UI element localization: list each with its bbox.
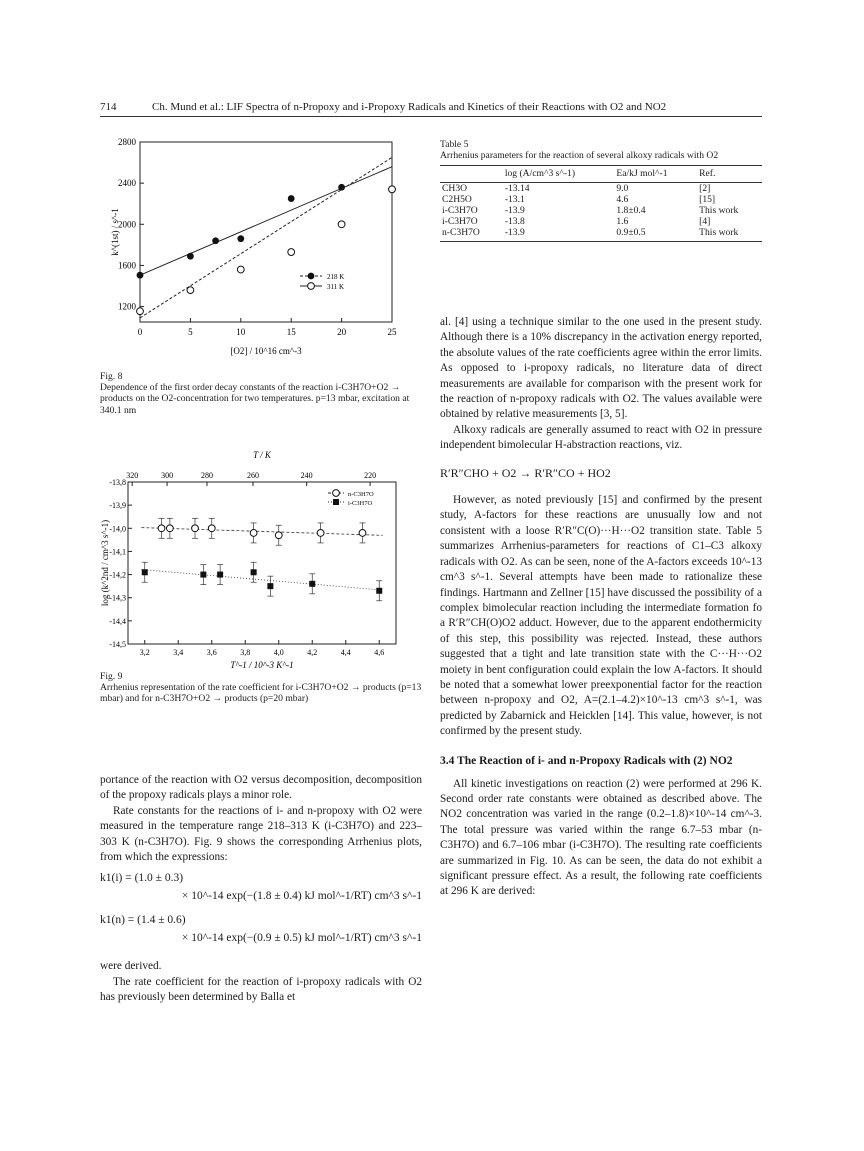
table5-header: log (A/cm^3 s^-1) <box>503 166 615 182</box>
fig9-top-axis-label: T / K <box>253 450 271 460</box>
fig9-caption-block <box>100 671 422 705</box>
fig9-top-tick-label: 240 <box>300 471 313 480</box>
left-paragraph-2: Rate constants for the reactions of i- and n-propoxy with O2 were measured in the temperature range 218–313 K (i-C3H7O) and 223–303 K (n-C3H7O). Fig. 9 shows the corresponding Arrhenius plots, from which the expressions: <box>100 804 422 864</box>
fig9-data-point <box>142 569 148 575</box>
fig8-legend-marker <box>308 273 315 280</box>
table5-caption: Arrhenius parameters for the reaction of several alkoxy radicals with O2 <box>440 150 719 162</box>
fig8-data-point <box>137 272 144 279</box>
fig9-legend-marker <box>333 490 340 497</box>
fig8-legend-marker <box>308 283 315 290</box>
fig9-data-point <box>376 588 382 594</box>
fig8-x-tick-label: 20 <box>337 327 347 337</box>
table5-cell: -13.9 <box>503 227 615 242</box>
fig8-y-axis-label: k^(1st) / s^-1 <box>110 208 120 256</box>
fig8-label: Fig. 8 <box>100 371 123 382</box>
fig9-y-tick-label: -14,1 <box>109 547 126 557</box>
table5-cell: 1.6 <box>616 215 629 227</box>
fig9-legend-label: n-C3H7O <box>348 491 374 498</box>
fig9-top-tick-label: 260 <box>246 471 259 480</box>
fig9-data-point <box>208 525 215 532</box>
fig9-y-tick-label: -13,9 <box>109 501 126 511</box>
fig8-y-tick-label: 1600 <box>118 260 136 271</box>
equation-k1-n <box>100 911 422 947</box>
fig8-plot-frame <box>140 142 392 322</box>
table5-cell: -13.14 <box>504 182 530 194</box>
fig8-x-tick-label: 5 <box>188 327 193 337</box>
right-paragraph-1: al. [4] using a technique similar to the one used in the present study. Although there is a 10% discrepancy in the activation energy reported, the absolute values of the rate coefficients agree within the error limits. As opposed to i-propoxy radicals, no literature data of direct measurements are available for comparison with the present work for the reaction of n-propoxy radicals with O2. The values available were obtained by relative measurements [3, 5]. <box>440 316 762 421</box>
fig9-data-point <box>317 530 324 537</box>
fig8-data-point <box>137 308 144 315</box>
table5-cell: [4] <box>699 215 711 227</box>
fig8-data-point <box>288 249 295 256</box>
fig9-data-point <box>158 525 165 532</box>
fig8-data-point <box>338 221 345 228</box>
fig9-x-tick-label: 4,2 <box>307 648 318 657</box>
reaction-equation: R′R″CHO + O2 → R′R″CO + HO2 <box>440 465 611 480</box>
table5-header: Ref. <box>697 166 762 182</box>
fig9-fit-line <box>141 570 382 591</box>
fig9-caption: Arrhenius representation of the rate coefficient for i-C3H7O+O2 → products (p=13 mbar) and for n-C3H7O+O2 → products (p=20 mbar) <box>100 682 422 705</box>
fig9-legend-label: i-C3H7O <box>348 500 373 507</box>
fig9-data-point <box>267 583 273 589</box>
fig9-data-point <box>192 525 199 532</box>
fig8-data-point <box>288 195 295 202</box>
fig9-y-axis-label: log (k^2nd / cm^3 s^-1) <box>100 519 110 607</box>
equation-k1-n-line1: k1(n) = (1.4 ± 0.6) <box>100 914 186 927</box>
table5-block <box>440 139 762 242</box>
fig9-x-tick-label: 3,2 <box>139 648 150 657</box>
table5-header <box>440 166 503 182</box>
table5-cell: [2] <box>699 182 711 194</box>
fig8-x-tick-label: 15 <box>286 327 296 337</box>
fig8-legend-label: 311 K <box>327 283 345 291</box>
page-number: 714 <box>100 101 117 113</box>
fig8-y-tick-label: 1200 <box>118 301 136 312</box>
fig9-data-point <box>275 532 282 539</box>
equation-k1-i <box>100 869 422 905</box>
table5-cell: This work <box>699 204 739 216</box>
fig8-fit-line <box>140 157 392 317</box>
table5-header: Ea/kJ mol^-1 <box>614 166 697 182</box>
table5-cell: CH3O <box>442 182 468 194</box>
fig8-x-tick-label: 0 <box>137 327 143 337</box>
table5 <box>440 165 762 241</box>
right-paragraph-2: Alkoxy radicals are generally assumed to react with O2 in pressure independent bimolecular H-abstraction reactions, viz. <box>440 423 762 452</box>
fig9-data-point <box>309 581 315 587</box>
equation-k1-i-line1: k1(i) = (1.0 ± 0.3) <box>100 872 184 885</box>
table5-cell: [15] <box>699 193 716 205</box>
fig9-y-tick-label: -14,0 <box>109 524 126 534</box>
right-body <box>440 315 762 900</box>
table5-cell: -13.9 <box>504 204 525 216</box>
table5-label: Table 5 <box>440 139 469 150</box>
fig8-caption-block <box>100 371 422 416</box>
fig8-chart <box>104 136 422 368</box>
table5-cell: This work <box>697 227 762 242</box>
equation-k1-n-line2: × 10^-14 exp(−(0.9 ± 0.5) kJ mol^-1/RT) cm^3 s^-1 <box>181 932 422 945</box>
table5-cell: -13.8 <box>504 215 525 227</box>
table5-cell: 0.9±0.5 <box>614 227 697 242</box>
table5-cell: C2H5O <box>442 193 472 205</box>
fig9-y-tick-label: -14,2 <box>109 570 126 580</box>
fig9-x-tick-label: 3,6 <box>206 648 217 657</box>
fig8-fit-line <box>140 167 392 276</box>
fig9-data-point <box>166 525 173 532</box>
running-title: Ch. Mund et al.: LIF Spectra of n-Propoxy and i-Propoxy Radicals and Kinetics of their Reactions with O2 and NO2 <box>152 101 667 113</box>
fig9-x-tick-label: 4,4 <box>340 648 351 657</box>
fig9-x-tick-label: 4,6 <box>374 648 385 657</box>
table5-header-row <box>440 166 762 182</box>
fig9-legend-marker <box>333 499 339 505</box>
fig8-y-tick-label: 2800 <box>118 137 136 147</box>
fig9-x-tick-label: 3,4 <box>173 648 184 657</box>
left-paragraph-4: The rate coefficient for the reaction of i-propoxy radicals with O2 has previously been determined by Balla et <box>100 975 422 1004</box>
table5-row <box>440 194 762 205</box>
fig9-top-tick-label: 220 <box>364 471 377 480</box>
fig9-x-axis-label: T^-1 / 10^-3 K^-1 <box>230 660 294 668</box>
right-paragraph-3: However, as noted previously [15] and confirmed by the present study, A-factors for these reactions are unusually low and not consistent with a loose R′R″C(O)···H···O2 transition state. Table 5 summarizes Arrhenius-parameters for reactions of C1–C3 alkoxy radicals with O2. As can be seen, none of the A-factors exceeds 10^-13 cm^3 s^-1. Several attempts have been made to rationalize these findings. Hartmann and Zellner [15] have discussed the possibility of a complex bimolecular reaction including the intermediate formation fo a R′R″CH(O)O2 adduct. However, due to the apparent endothermicity of this step, this possibility was rejected. Instead, these authors suggested that a tight and late transition state with the C···H···O2 moiety in bent configuration could explain the low A-factors. It should be noted that a somewhat lower preexponential factor for the reaction between n-propoxy and O2, A=(2.1–4.2)×10^-13 cm^3 s^-1, was predicted by Zabarnick and Heicklen [14]. This value, however, is not confirmed by the present study. <box>440 494 762 738</box>
fig9-fit-line <box>141 528 382 536</box>
table5-row <box>440 182 762 194</box>
table5-row <box>440 227 762 242</box>
fig8-data-point <box>338 184 345 191</box>
table5-cell: i-C3H7O <box>442 215 478 227</box>
fig8-data-point <box>187 253 194 260</box>
table5-cell: 4.6 <box>616 193 629 205</box>
fig9-y-tick-label: -14,5 <box>109 640 126 649</box>
fig9-y-tick-label: -14,4 <box>109 616 126 626</box>
fig9-data-point <box>200 572 206 578</box>
table5-cell: 9.0 <box>616 182 629 194</box>
fig9-x-tick-label: 3,8 <box>240 648 251 657</box>
table5-row <box>440 216 762 227</box>
fig8-legend-label: 218 K <box>327 273 345 281</box>
fig9-top-tick-label: 300 <box>161 471 174 480</box>
section-heading: 3.4 The Reaction of i- and n-Propoxy Radicals with (2) NO2 <box>440 754 733 767</box>
table5-row <box>440 205 762 216</box>
fig9-data-point <box>251 569 257 575</box>
fig9-top-tick-label: 320 <box>126 471 139 480</box>
table5-cell: i-C3H7O <box>442 204 478 216</box>
fig8-data-point <box>187 287 194 294</box>
left-paragraph-1: portance of the reaction with O2 versus decomposition, decomposition of the propoxy radicals plays a minor role. <box>100 774 422 802</box>
fig9-y-tick-label: -13,8 <box>109 478 126 487</box>
fig8-caption: Dependence of the first order decay constants of the reaction i-C3H7O+O2 → products on the O2-concentration for two temperatures. p=13 mbar, excitation at 340.1 nm <box>100 382 410 416</box>
running-header <box>100 101 762 117</box>
fig9-data-point <box>359 530 366 537</box>
left-paragraph-3: were derived. <box>100 960 162 973</box>
fig8-data-point <box>237 266 244 273</box>
right-paragraph-4: All kinetic investigations on reaction (2) were performed at 296 K. Second order rate constants were obtained as described above. The NO2 concentration was varied in the range (0.2–1.8)×10^-14 cm^-3. The total pressure was varied within the range 6.7–53 mbar (n-C3H7O) and 6.7–106 mbar (i-C3H7O). The resulting rate coefficients are summarized in Fig. 10. As can be seen, the data do not exhibit a significant pressure effect. As a result, the following rate coefficients at 296 K are derived: <box>440 777 762 898</box>
fig9-x-tick-label: 4,0 <box>273 648 284 657</box>
fig9-label: Fig. 9 <box>100 671 123 682</box>
fig9-data-point <box>217 572 223 578</box>
table5-cell: 1.8±0.4 <box>616 204 646 216</box>
fig8-x-tick-label: 25 <box>387 327 397 337</box>
fig8-data-point <box>237 235 244 242</box>
table5-cell: n-C3H7O <box>440 227 503 242</box>
fig8-x-tick-label: 10 <box>236 327 246 337</box>
table5-cell: -13.1 <box>504 193 525 205</box>
fig9-top-tick-label: 280 <box>200 471 213 480</box>
left-body <box>100 773 422 1006</box>
equation-k1-i-line2: × 10^-14 exp(−(1.8 ± 0.4) kJ mol^-1/RT) cm^3 s^-1 <box>181 890 422 903</box>
fig9-y-tick-label: -14,3 <box>109 593 126 603</box>
fig8-data-point <box>212 237 219 244</box>
fig9-chart <box>100 446 422 668</box>
fig9-data-point <box>250 530 257 537</box>
fig8-y-tick-label: 2400 <box>118 178 136 189</box>
fig8-data-point <box>389 186 396 193</box>
fig8-x-axis-label: [O2] / 10^16 cm^-3 <box>230 346 302 356</box>
fig8-y-tick-label: 2000 <box>118 219 136 230</box>
